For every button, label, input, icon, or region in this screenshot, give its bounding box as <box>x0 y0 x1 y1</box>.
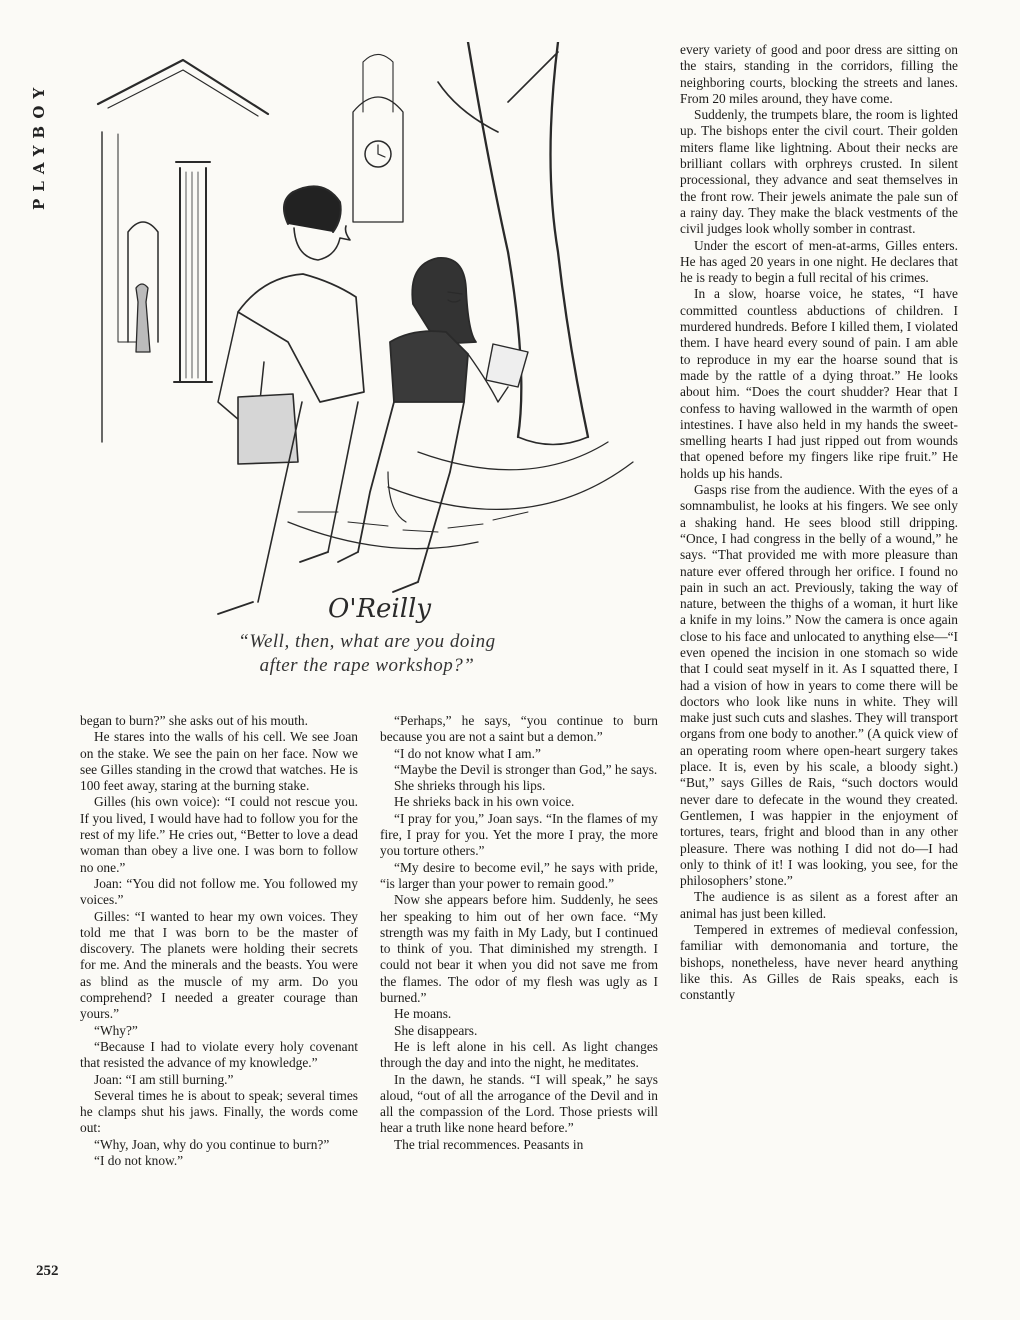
paragraph: “Why?” <box>94 1022 138 1038</box>
paragraph: Gasps rise from the audience. With the eyes of a somnambulist, he looks at his fingers. We see only a shaking hand. He sees blood still dripping. “Once, I had congress in the belly of a wound,” he says. “That provided me with more pleasure than nature ever offered through her orifice. I found no pain in such an act. Previously, taking the way of nature, between the thighs of a woman, it hurt like a knife in my loins.” Now the camera is once again close to his face and unlocated to anything else—“I even opened the incision in one stomach so wide that I could seat myself in it. As I squatted there, I had a vision of how in years to come there will be doctors who look like nuns in white. They will make just such cuts and slashes. They will transport organs from one body to another.” (A quick view of an operating room where open-heart surgery takes place. It is, even by his scale, a bloody sight.) “But,” says Gilles de Rais, “such doctors would never dare to defecate in the wound they created. Gentlemen, I was happier in the enjoyment of tortures, tears, fright and blood than in any other pleasure. There was nothing I did not do—I had only to think of it! I was looking, you see, for the philosophers’ stone.” <box>680 482 958 889</box>
caption-line-1: “Well, then, what are you doing <box>238 631 496 652</box>
paragraph: Joan: “You did not follow me. You followed my voices.” <box>80 875 358 908</box>
paragraph: The trial recommences. Peasants in <box>394 1136 584 1152</box>
paragraph: Joan: “I am still burning.” <box>94 1071 234 1087</box>
paragraph: Suddenly, the trumpets blare, the room is lighted up. The bishops enter the civil court. Their golden miters flame like lightning. About their necks are brilliant collars with orphreys crusted. In silent processional, they advance and seat themselves in the front row. Their jewels animate the pale sun of a rainy day. They make the black vestments of the civil judges look wholly somber in contrast. <box>680 107 958 237</box>
paragraph: The audience is as silent as a forest after an animal has just been killed. <box>680 889 958 921</box>
caption-line-2: after the rape workshop?” <box>259 655 475 676</box>
paragraph: He moans. <box>394 1006 452 1022</box>
paragraph: In a slow, hoarse voice, he states, “I have committed countless abductions of children. I murdered hundreds. Before I killed them, I violated them. I have heard every sound of pain. I am able to reproduce in my ear the hoarse sound that is made by the rattle of a dying throat.” He looks about him. “Does the court shudder? Hear that I confess to having wallowed in the warmth of open intestines. I have also held in my hands the sweet-smelling hearts I had just ripped out from wounds that opened before my fingers like ripe fruit.” He holds up his hands. <box>680 286 958 481</box>
paragraph: She shrieks through his lips. <box>394 778 546 794</box>
paragraph: “I do not know what I am.” <box>394 745 541 761</box>
text-column-2 <box>380 713 658 1153</box>
paragraph: He is left alone in his cell. As light changes through the day and into the night, he meditates. <box>380 1038 658 1071</box>
paragraph: Now she appears before him. Suddenly, he sees her speaking to him out of her own face. “My strength was my faith in My Lady, but I continued to think of you. That diminished my strength. I could not bear it when you did not save me from the flames. The odor of my flesh was ugly as I burned.” <box>380 892 658 1006</box>
paragraph: “I do not know.” <box>94 1153 184 1169</box>
cartoonist-signature: O'Reilly <box>328 594 432 624</box>
paragraph: “Perhaps,” he says, “you continue to burn because you are not a saint but a demon.” <box>380 713 658 745</box>
paragraph: He shrieks back in his own voice. <box>394 794 575 810</box>
paragraph: “I pray for you,” Joan says. “In the flames of my fire, I pray for you. Yet the more I pray, the more you torture others.” <box>380 810 658 859</box>
paragraph: He stares into the walls of his cell. We see Joan on the stake. We see the pain on her face. Now we see Gilles standing in the crowd that watches. He is 100 feet away, staring at the burning stake. <box>80 729 358 794</box>
paragraph: In the dawn, he stands. “I will speak,” he says aloud, “out of all the arrogance of the Devil and in all the compassion of the Lord. Those priests will hear a truth like none heard before.” <box>380 1071 658 1136</box>
paragraph: began to burn?” she asks out of his mouth. <box>80 713 308 728</box>
cartoon-caption <box>88 630 646 678</box>
page-number: 252 <box>36 1263 59 1279</box>
paragraph: “Maybe the Devil is stronger than God,” he says. <box>394 761 658 777</box>
cartoon-illustration <box>88 42 646 632</box>
paragraph: Under the escort of men-at-arms, Gilles enters. He has aged 20 years in one night. He declares that he is ready to begin a full recital of his crimes. <box>680 237 958 286</box>
text-column-3 <box>680 42 958 1004</box>
paragraph: every variety of good and poor dress are sitting on the stairs, standing in the corridors, filling the neighboring courts, blocking the streets and lanes. From 20 miles around, they have come. <box>680 42 958 106</box>
paragraph: “My desire to become evil,” he says with pride, “is larger than your power to remain good.” <box>380 859 658 891</box>
paragraph: Gilles (his own voice): “I could not rescue you. If you lived, I would have had to follow you for the rest of my life.” He cries out, “Better to love a dead woman than obey a live one. I was born to follow no one.” <box>80 794 358 875</box>
magazine-folio: PLAYBOY <box>30 80 48 210</box>
paragraph: Gilles: “I wanted to hear my own voices. They told me that I was born to be the master of discovery. The planets were holding their secrets for me. And the minerals and the beasts. You were as blind as the muscle of my arm. Do you comprehend? I needed a greater courage than yours.” <box>80 908 358 1022</box>
paragraph: Several times he is about to speak; several times he clamps shut his jaws. Finally, the words come out: <box>80 1087 358 1136</box>
text-column-1 <box>80 713 358 1169</box>
paragraph: She disappears. <box>394 1022 478 1038</box>
paragraph: Tempered in extremes of medieval confession, familiar with demonomania and torture, the bishops, nonetheless, have never heard anything like this. As Gilles de Rais speaks, each is constantly <box>680 922 958 1003</box>
paragraph: “Because I had to violate every holy covenant that resisted the advance of my knowledge.” <box>80 1038 358 1071</box>
paragraph: “Why, Joan, why do you continue to burn?” <box>94 1136 330 1152</box>
